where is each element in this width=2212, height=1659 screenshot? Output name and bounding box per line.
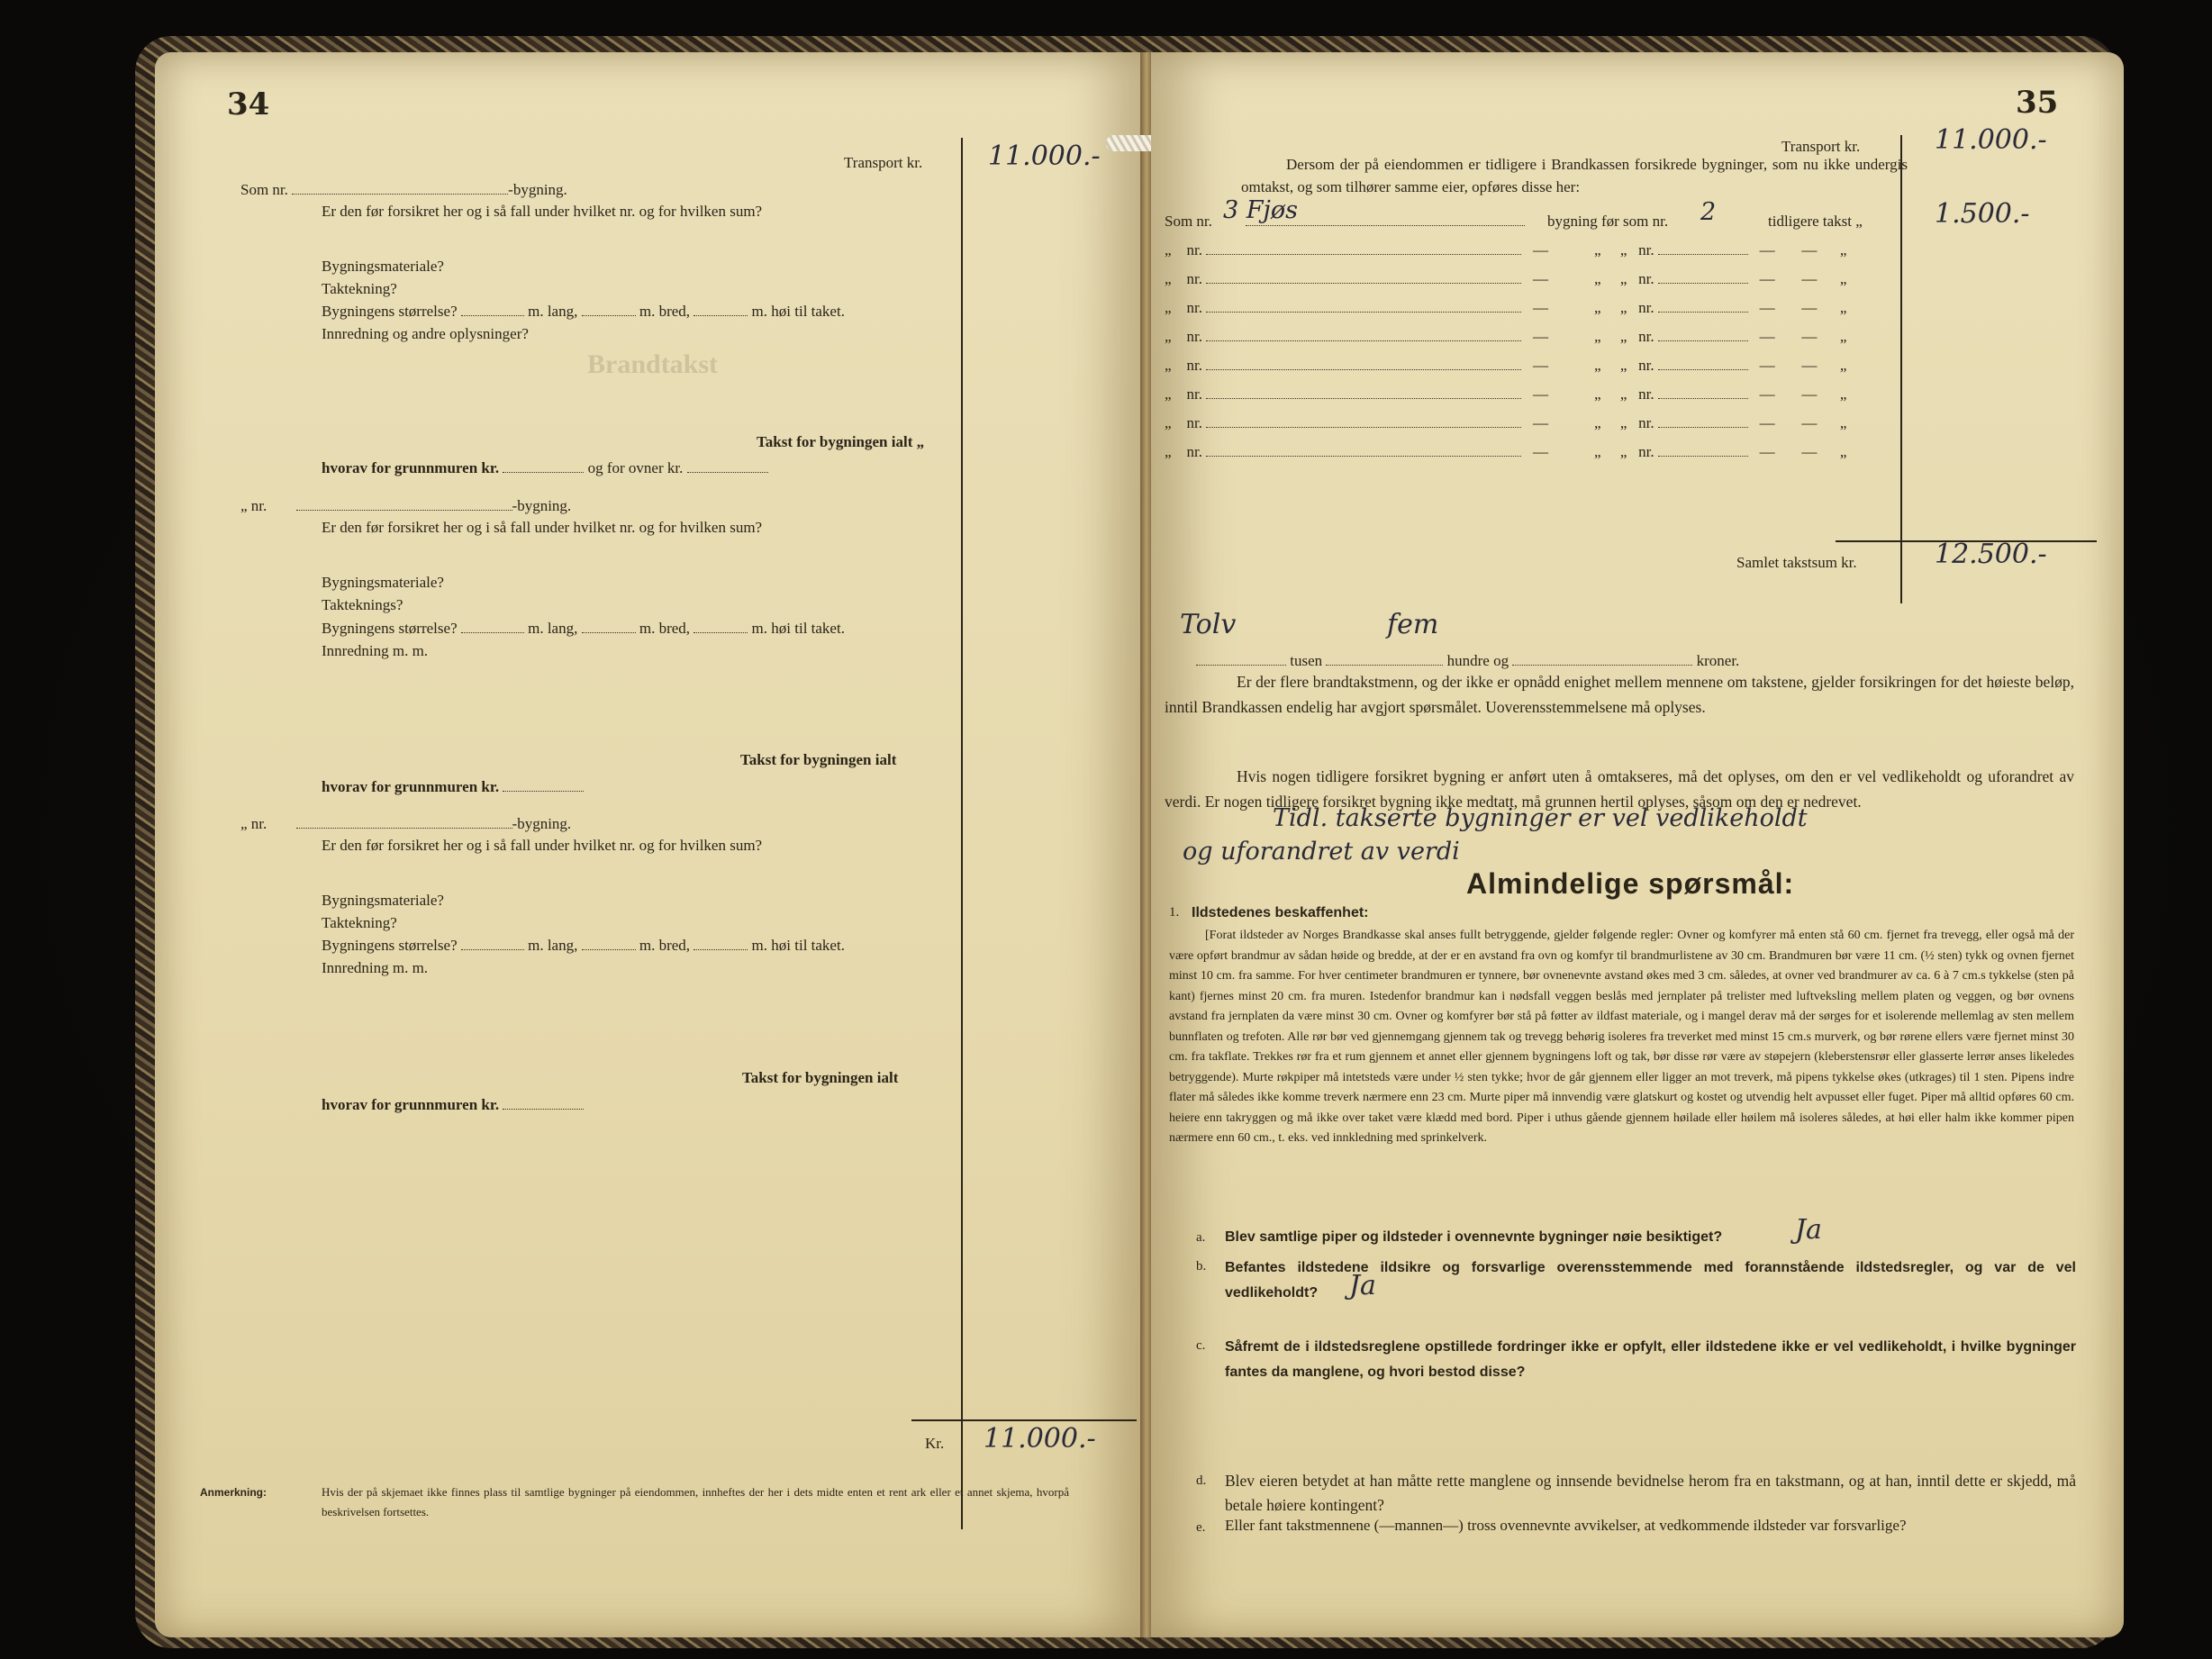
som-nr-row: Som nr. xyxy=(1165,213,1212,230)
entry3-nr: „ nr. -bygning. xyxy=(240,815,572,832)
amount-in-words-line: tusen hundre og kroner. xyxy=(1196,652,1739,670)
qe-letter: e. xyxy=(1196,1520,1206,1535)
intro-paragraph: Dersom der på eiendommen er tidligere i Brandkassen forsikrede bygninger, som nu ikke undergis omtakst, og som tilhører samme eier, opføres disse her: xyxy=(1241,156,1908,195)
entry1-hvorav: hvorav for grunnmuren kr. og for ovner kr. xyxy=(322,459,768,477)
hvis-nogen-paragraph: Hvis nogen tidligere forsikret bygning er anført uten å omtakseres, må det oplyses, om den er vel vedlikeholdt og uforandret av verdi. Er nogen tidligere forsikret bygning ikke medtatt, må grunnen hertil oplyses, såsom om den er nedrevet. xyxy=(1165,767,2074,811)
entry2-nr: „ nr. -bygning. xyxy=(240,497,572,514)
qa-answer-handwritten: Ja xyxy=(1795,1214,1822,1246)
entry1-storrelse: Bygningens størrelse? m. lang, m. bred, m. høi til taket. xyxy=(322,303,845,320)
right-page xyxy=(1151,52,2124,1637)
q1-title: Ildstedenes beskaffenhet: xyxy=(1192,905,1369,920)
entry1-som-nr: Som nr. -bygning. xyxy=(240,181,567,198)
anmerkning-label: Anmerkning: xyxy=(200,1486,267,1499)
almindelige-heading: Almindelige spørsmål: xyxy=(1466,867,1795,900)
entry1-taktekning: Taktekning? xyxy=(322,280,397,297)
anmerkning-text: Hvis der på skjemaet ikke finnes plass til samtlige bygninger på eiendommen, innheftes der her i dets midte enten et rent ark eller et annet skjema, hvorpå beskrivelsen fortsettes. xyxy=(322,1485,1069,1518)
qb-text: Befantes ildstedene ildsikre og forsvarlige overensstemmende med forannstående ildstedsregler, og var de vel vedlikeholdt? xyxy=(1225,1260,2076,1301)
entry3-taktekning: Taktekning? xyxy=(322,914,397,931)
transport-value-right-handwritten: 11.000.- xyxy=(1935,124,2047,156)
nr-row: „ nr. — „ „ nr. — — „ xyxy=(1165,241,1847,258)
entry3-takst: Takst for bygningen ialt xyxy=(742,1069,899,1086)
qc-text: Såfremt de i ildstedsreglene opstillede fordringer ikke er opfylt, eller ildstedene ikke er vel vedlikeholdt, i hvilke bygninger fantes da manglene, og hvori bestod disse? xyxy=(1225,1339,2076,1380)
samlet-value-handwritten: 12.500.- xyxy=(1935,539,2047,570)
entry3-innredning: Innredning m. m. xyxy=(322,959,429,976)
entry2-taktekning: Takteknings? xyxy=(322,596,403,613)
entry2-storrelse: Bygningens størrelse? m. lang, m. bred, m. høi til taket. xyxy=(322,620,845,637)
total-label: Kr. xyxy=(925,1435,945,1452)
flere-takstmenn-paragraph: Er der flere brandtakstmenn, og der ikke er opnådd enighet mellem mennene om takstene, gjelder forsikringen for det høieste beløp, inntil Brandkassen endelig har avgjort spørsmålet. Uoverensstemmelsene må oplyses. xyxy=(1165,673,2074,716)
entry3-question: Er den før forsikret her og i så fall under hvilket nr. og for hvilken sum? xyxy=(322,837,763,854)
samlet-label: Samlet takstsum kr. xyxy=(1736,554,1857,571)
nr-row: „ nr. — „ „ nr. — — „ xyxy=(1165,299,1847,316)
left-page xyxy=(155,52,1146,1637)
entry2-materiale: Bygningsmateriale? xyxy=(322,574,444,591)
total-value-handwritten: 11.000.- xyxy=(984,1423,1096,1455)
qb-answer-handwritten: Ja xyxy=(1349,1270,1376,1301)
entry2-question: Er den før forsikret her og i så fall under hvilket nr. og for hvilken sum? xyxy=(322,519,763,536)
amount-column-rule-right xyxy=(1900,135,1902,603)
nr-row: „ nr. — „ „ nr. — — „ xyxy=(1165,443,1847,460)
q1-number: 1. xyxy=(1169,905,1180,920)
nr-row: „ nr. — „ „ nr. — — „ xyxy=(1165,385,1847,403)
tidligere-takst-handwritten: 1.500.- xyxy=(1935,198,2030,230)
qd-letter: d. xyxy=(1196,1473,1207,1488)
nr-row: „ nr. — „ „ nr. — — „ xyxy=(1165,270,1847,287)
page-number-right: 35 xyxy=(2016,85,2059,121)
entry2-takst: Takst for bygningen ialt xyxy=(740,751,897,768)
som-nr-dots xyxy=(1246,213,1525,231)
qd-text: Blev eieren betydet at han måtte rette manglene og innsende bevidnelse herom fra en takstmann, og at han, inntil dette er skjedd, må betale høiere kontingent? xyxy=(1225,1472,2076,1514)
entry2-hvorav: hvorav for grunnmuren kr. xyxy=(322,778,584,796)
nedrevet-handwritten-1: Tidl. takserte bygninger er vel vedlikeholdt xyxy=(1273,804,1808,832)
amount-column-rule xyxy=(961,138,963,1529)
bygning-for-handwritten: 2 xyxy=(1700,198,1717,226)
qe-text: Eller fant takstmennene (—mannen—) tross ovennevnte avvikelser, at vedkommende ildsteder var forsvarlige? xyxy=(1225,1517,1907,1534)
nr-row: „ nr. — „ „ nr. — — „ xyxy=(1165,357,1847,374)
nedrevet-handwritten-2: og uforandret av verdi xyxy=(1183,838,1460,866)
som-nr-handwritten: 3 Fjøs xyxy=(1223,196,1298,224)
total-rule xyxy=(911,1419,1137,1421)
qc-letter: c. xyxy=(1196,1338,1206,1353)
entry1-innredning: Innredning og andre oplysninger? xyxy=(322,325,529,342)
hundre-handwritten: fem xyxy=(1387,609,1439,640)
transport-label-right: Transport kr. xyxy=(1781,138,1861,155)
entry1-materiale: Bygningsmateriale? xyxy=(322,258,444,275)
entry3-materiale: Bygningsmateriale? xyxy=(322,892,444,909)
entry3-hvorav: hvorav for grunnmuren kr. xyxy=(322,1096,584,1114)
transport-value-handwritten: 11.000.- xyxy=(988,141,1101,172)
qa-text: Blev samtlige piper og ildsteder i ovennevnte bygninger nøie besiktiget? xyxy=(1225,1229,1723,1245)
bygning-for-label: bygning før som nr. xyxy=(1547,213,1669,230)
nr-row: „ nr. — „ „ nr. — — „ xyxy=(1165,328,1847,345)
qb-letter: b. xyxy=(1196,1259,1207,1274)
entry2-innredning: Innredning m. m. xyxy=(322,642,429,659)
entry1-takst: Takst for bygningen ialt „ xyxy=(757,433,925,450)
entry1-question: Er den før forsikret her og i så fall under hvilket nr. og for hvilken sum? xyxy=(322,203,763,220)
tidligere-takst-label: tidligere takst „ xyxy=(1768,213,1863,230)
nr-row: „ nr. — „ „ nr. — — „ xyxy=(1165,414,1847,431)
transport-label: Transport kr. xyxy=(844,154,923,171)
qa-letter: a. xyxy=(1196,1230,1206,1245)
q1-rules-text: [Forat ildsteder av Norges Brandkasse skal anses fullt betryggende, gjelder følgende regler: Ovner og komfyrer må enten stå 60 cm. fjernet fra trevegg, eller også må der være opført brandmur av sådan høide og bredde, at der er en avstand fra ovn og komfyr til brandmurlistene av 30 cm. Brandmuren bør være 11 cm. (½ sten) tykk og ovnen fjernet minst 10 cm. fra samme. For hver centimeter brandmuren er tynnere, bør ovnenevnte avstand økes med 3 cm. således, at ovner ved brandmurer av ca. 6 à 7 cm.s tykkelse (sten på kant) fjernes minst 20 cm. fra muren. Istedenfor brandmur kan i nødsfall veggen beslås med jernplater på trelister med luftveksling mellem platen og veggen, og bør ovnens avstand fra jernplaten da være minst 30 cm. Ovner og komfyrer bør stå på føtter av ildfast materiale, og i mangel derav må der sørges for et isolerende mellemlag av sten mellem bunnflaten og trefoten. Alle rør bør ved gjennemgang gjennem tak og trevegg behørig isoleres fra treverket med minst 15 cm.s murverk, og bør rørene ellers være fjernet minst 30 cm. fra takflate. Trekkes rør fra et rum gjennem et annet eller gjennem bygningens loft og tak, bør disse rør være av støpejern (kleberstensrør eller glasserte lerrør anses likeledes betryggende). Murte røkpiper må intetsteds være under ½ sten tykke; hvor de går gjennem eller ligger an mot treverk, må pipens tykkelse økes (utkrages) til 1 sten. Pipens indre flater må således ikke komme treverk nærmere enn 23 cm. Murte piper må innvendig være glatskurt og kostet og utvendig helt avpusset eller fuget. Piper må alltid opføres 60 cm. heiere enn takryggen og må ikke over taket være klædd med bord. Piper i uthus gående gjennem høilade eller høilem må isoleres således, at høi eller halm ikke kommer pipen nærmere enn 60 cm., t. eks. ved innkledning med sprinkelverk. xyxy=(1169,929,2074,1145)
page-number-left: 34 xyxy=(227,86,270,122)
tusen-handwritten: Tolv xyxy=(1180,609,1237,640)
entry3-storrelse: Bygningens størrelse? m. lang, m. bred, m. høi til taket. xyxy=(322,937,845,954)
bleed-through-text: Brandtakst xyxy=(587,349,719,379)
